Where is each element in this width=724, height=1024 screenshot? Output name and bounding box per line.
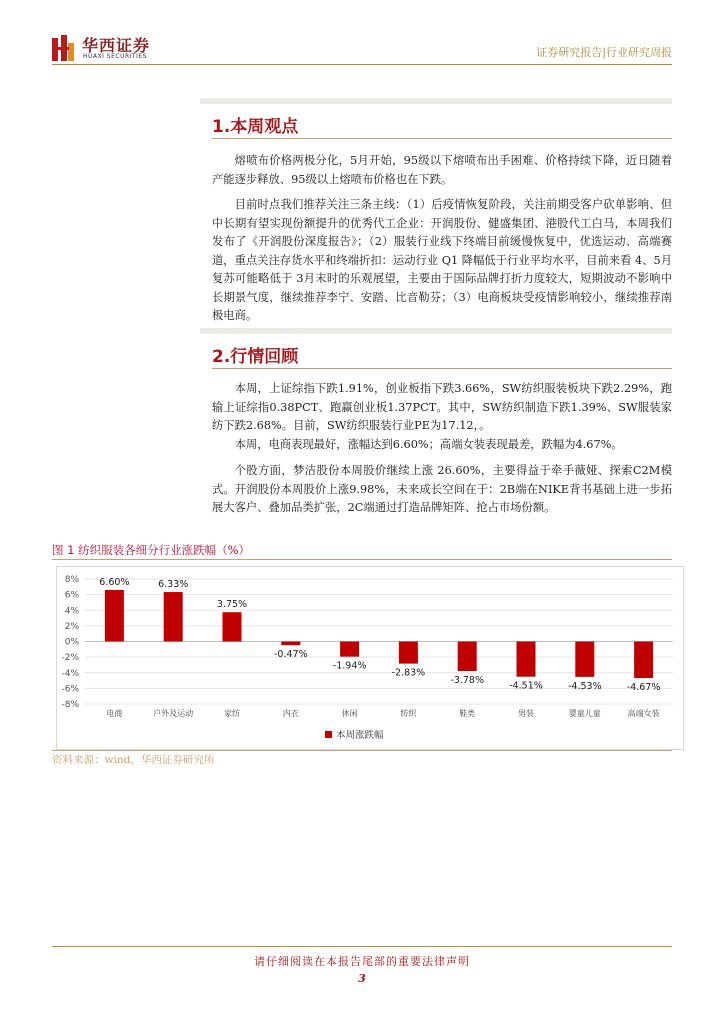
y-tick-label: 0% [64,637,79,648]
y-tick-label: 8% [64,575,79,585]
paragraph: 个股方面，梦洁股份本周股价继续上涨 26.60%，主要得益于牵手薇娅、探索C2M模式。开润股份本周股价上涨9.98%，未来成长空间在于：2B端在NIKE背书基础上进一步拓展大客户、叠加品类扩张，2C端通过打造品牌矩阵、抢占市场份额。 [212,464,672,514]
paragraph: 本周，电商表现最好，涨幅达到6.60%；高端女装表现最差，跌幅为4.67%。 [234,438,623,451]
figure-source: 资料来源：wind，华西证券研究所 [52,754,215,766]
report-type-label: 证券研究报告|行业研究周报 [536,46,672,59]
bar [340,642,359,657]
x-tick-label: 男装 [518,709,534,718]
section-rule [212,138,672,139]
data-label: 3.75% [216,599,248,611]
section-heading-1 [200,98,672,142]
data-label: -0.47% [273,649,308,661]
bar [223,612,242,641]
x-tick-label: 户外及运动 [153,709,194,718]
chart-frame [56,566,684,750]
data-label: -1.94% [332,660,367,672]
bar [399,642,418,664]
footer-divider [52,946,672,947]
figure-top-rule [52,559,672,560]
x-tick-label: 高端女装 [627,709,660,718]
bar [517,642,536,677]
legal-notice: 请仔细阅读在本报告尾部的重要法律声明 [254,955,470,968]
x-tick-label: 休闲 [341,709,358,718]
bar [164,592,183,641]
section-title: 1.本周观点 [212,117,299,137]
y-tick-label: -8% [61,700,79,710]
data-label: 6.33% [158,579,189,591]
paragraph: 目前时点我们推荐关注三条主线：（1）后疫情恢复阶段，关注前期受客户砍单影响、但中长期有望实现份额提升的优秀代工企业：开润股份、健盛集团、港股代工白马，本周我们发布了《开润股份深度报告》；（2）服装行业线下终端目前缓慢恢复中，优选运动、高端赛道，重点关注存货水平和终端折扣：运动行业 Q1 降幅低于行业平均水平，目前来看 4、5月复苏可能略低于 3月末时的乐观展望，主要由于国际品牌打折力度较大，短期波动不影响中长期景气度，继续推荐李宁、安踏、比音勒芬；（3）电商板块受疫情影响较小，继续推荐南极电商。 [212,198,672,322]
y-tick-label: -6% [61,684,79,695]
page-number: 3 [358,972,366,985]
y-tick-label: -4% [61,668,79,679]
huaxi-logo-icon [52,35,74,61]
section-heading-bar [200,98,672,104]
y-tick-label: 6% [64,590,79,601]
x-tick-label: 鞋类 [459,709,476,718]
data-label: -4.67% [626,681,661,693]
legend-label: 本周涨跌幅 [336,730,384,741]
section-title: 2.行情回顾 [212,347,299,367]
bar [281,642,300,646]
x-tick-label: 家纺 [224,709,240,718]
y-tick-label: 4% [64,606,79,617]
logo-chinese-name: 华西证券 [82,36,151,55]
x-tick-label: 婴童儿童 [568,709,601,718]
x-tick-label: 内衣 [282,709,299,718]
y-tick-label: 2% [64,621,79,632]
y-tick-label: -2% [61,653,79,664]
bar [575,642,594,677]
bar-chart [57,567,683,749]
figure-title: 图 1 纺织服装各细分行业涨跌幅（%） [52,543,251,557]
bar [634,642,653,678]
data-label: -4.51% [509,680,543,692]
data-label: -2.83% [391,667,426,679]
x-tick-label: 纺织 [400,709,417,718]
x-tick-label: 电商 [106,709,123,718]
data-label: -3.78% [450,675,485,687]
data-label: -4.53% [567,680,602,692]
data-label: 6.60% [99,576,130,588]
section-heading-bar [200,328,672,334]
figure-bottom-rule [52,750,672,751]
logo-english-name: HUAXI SECURITIES [83,53,147,60]
header-divider [52,64,672,65]
bar [105,590,124,642]
legend-swatch [325,731,332,738]
section-heading-2 [200,328,672,372]
paragraph: 熔喷布价格两极分化，5月开始，95级以下熔喷布出手困难、价格持续下降，近日随着产能逐步释放、95级以上熔喷布价格也在下跌。 [212,154,672,186]
bar [458,642,477,672]
section-rule [212,368,672,369]
paragraph: 本周，上证综指下跌1.91%，创业板指下跌3.66%，SW纺织服装板块下跌2.29%，跑输上证综指0.38PCT、跑赢创业板1.37PCT。其中，SW纺织制造下跌1.39%、SW服装家纺下跌2.68%。目前，SW纺织服装行业PE为17.12，。 [212,382,672,432]
